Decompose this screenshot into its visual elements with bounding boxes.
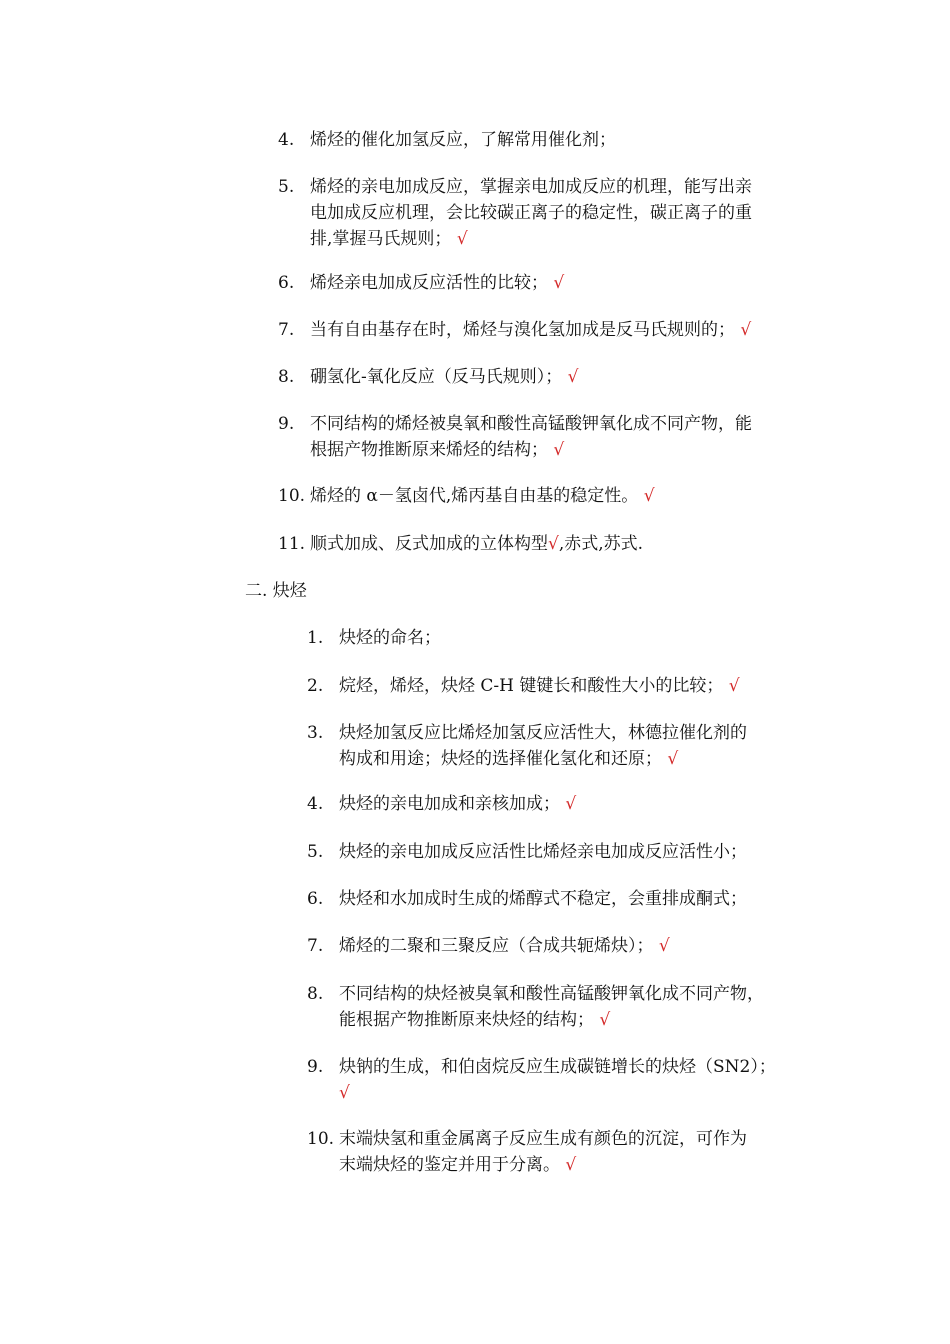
check-mark-icon: √	[740, 320, 752, 340]
list-item	[278, 317, 751, 343]
check-mark-icon: √	[565, 794, 577, 814]
item-number: 4.	[307, 794, 324, 814]
item-number: 8.	[278, 367, 295, 387]
item-text: 炔烃加氢反应比烯烃加氢反应活性大，林德拉催化剂的	[339, 723, 747, 743]
item-text: 构成和用途；炔烃的选择催化氢化和还原；	[339, 749, 662, 769]
list-item	[278, 531, 643, 557]
item-text: 炔钠的生成，和伯卤烷反应生成碳链增长的炔烃（SN2）；	[339, 1057, 776, 1077]
item-number: 10.	[307, 1129, 335, 1149]
list-item	[278, 174, 752, 252]
check-mark-icon: √	[667, 749, 679, 769]
item-text: 不同结构的炔烃被臭氧和酸性高锰酸钾氧化成不同产物，	[339, 984, 764, 1004]
item-text: 炔烃的命名；	[339, 628, 441, 648]
list-item	[278, 364, 579, 390]
item-text: 根据产物推断原来烯烃的结构；	[310, 440, 548, 460]
item-number: 11.	[278, 534, 306, 554]
list-item	[278, 270, 564, 296]
item-number: 1.	[307, 628, 324, 648]
item-text: 烯烃的亲电加成反应，掌握亲电加成反应的机理，能写出亲	[310, 177, 752, 197]
list-item	[278, 411, 752, 463]
item-text: 炔烃的亲电加成反应活性比烯烃亲电加成反应活性小；	[339, 842, 747, 862]
item-number: 9.	[307, 1057, 324, 1077]
item-number: 3.	[307, 723, 324, 743]
item-number: 10.	[278, 486, 306, 506]
item-text: 硼氢化-氧化反应（反马氏规则）；	[310, 367, 563, 387]
list-item	[307, 933, 670, 959]
check-mark-icon: √	[553, 440, 565, 460]
list-item	[307, 1126, 747, 1178]
check-mark-icon: √	[658, 936, 670, 956]
list-item	[307, 720, 747, 772]
check-mark-icon: √	[553, 273, 565, 293]
item-text: 炔烃的亲电加成和亲核加成；	[339, 794, 560, 814]
check-mark-icon: √	[567, 367, 579, 387]
list-item	[307, 839, 747, 865]
list-item	[307, 886, 747, 912]
list-item	[307, 981, 764, 1033]
list-item	[307, 1054, 776, 1106]
check-mark-icon: √	[599, 1010, 611, 1030]
item-text: 当有自由基存在时，烯烃与溴化氢加成是反马氏规则的；	[310, 320, 735, 340]
item-text: 排,掌握马氏规则；	[310, 229, 452, 249]
item-number: 7.	[307, 936, 324, 956]
check-mark-icon: √	[643, 486, 655, 506]
item-text: 末端炔烃的鉴定并用于分离。	[339, 1155, 560, 1175]
item-text: 末端炔氢和重金属离子反应生成有颜色的沉淀，可作为	[339, 1129, 747, 1149]
item-number: 6.	[278, 273, 295, 293]
check-mark-icon: √	[548, 534, 559, 554]
check-mark-icon: √	[728, 676, 740, 696]
item-text: 炔烃和水加成时生成的烯醇式不稳定，会重排成酮式；	[339, 889, 747, 909]
item-number: 4.	[278, 130, 295, 150]
item-text: 烯烃的二聚和三聚反应（合成共轭烯炔）；	[339, 936, 654, 956]
item-number: 7.	[278, 320, 295, 340]
list-item	[278, 483, 655, 509]
item-number: 5.	[278, 177, 295, 197]
item-text: 能根据产物推断原来炔烃的结构；	[339, 1010, 594, 1030]
list-item	[278, 127, 616, 153]
item-number: 2.	[307, 676, 324, 696]
item-number: 6.	[307, 889, 324, 909]
item-number: 8.	[307, 984, 324, 1004]
item-text: ,赤式,苏式.	[558, 534, 644, 554]
section-heading: 二. 炔烃	[245, 581, 307, 601]
item-number: 9.	[278, 414, 295, 434]
list-item	[307, 625, 441, 651]
item-text: 顺式加成、反式加成的立体构型	[310, 534, 548, 554]
item-text: 烯烃亲电加成反应活性的比较；	[310, 273, 548, 293]
item-text: 电加成反应机理，会比较碳正离子的稳定性，碳正离子的重	[310, 203, 752, 223]
item-text: 烯烃的催化加氢反应，了解常用催化剂；	[310, 130, 616, 150]
item-text: 不同结构的烯烃被臭氧和酸性高锰酸钾氧化成不同产物，能	[310, 414, 752, 434]
item-text: 烷烃，烯烃，炔烃 C-H 键键长和酸性大小的比较；	[339, 676, 724, 696]
check-mark-icon: √	[565, 1155, 577, 1175]
item-text: 烯烃的 α－氢卤代,烯丙基自由基的稳定性。	[310, 486, 639, 506]
list-item	[307, 791, 576, 817]
check-mark-icon: √	[456, 229, 468, 249]
item-number: 5.	[307, 842, 324, 862]
check-mark-icon: √	[339, 1083, 350, 1103]
list-item	[307, 673, 740, 699]
